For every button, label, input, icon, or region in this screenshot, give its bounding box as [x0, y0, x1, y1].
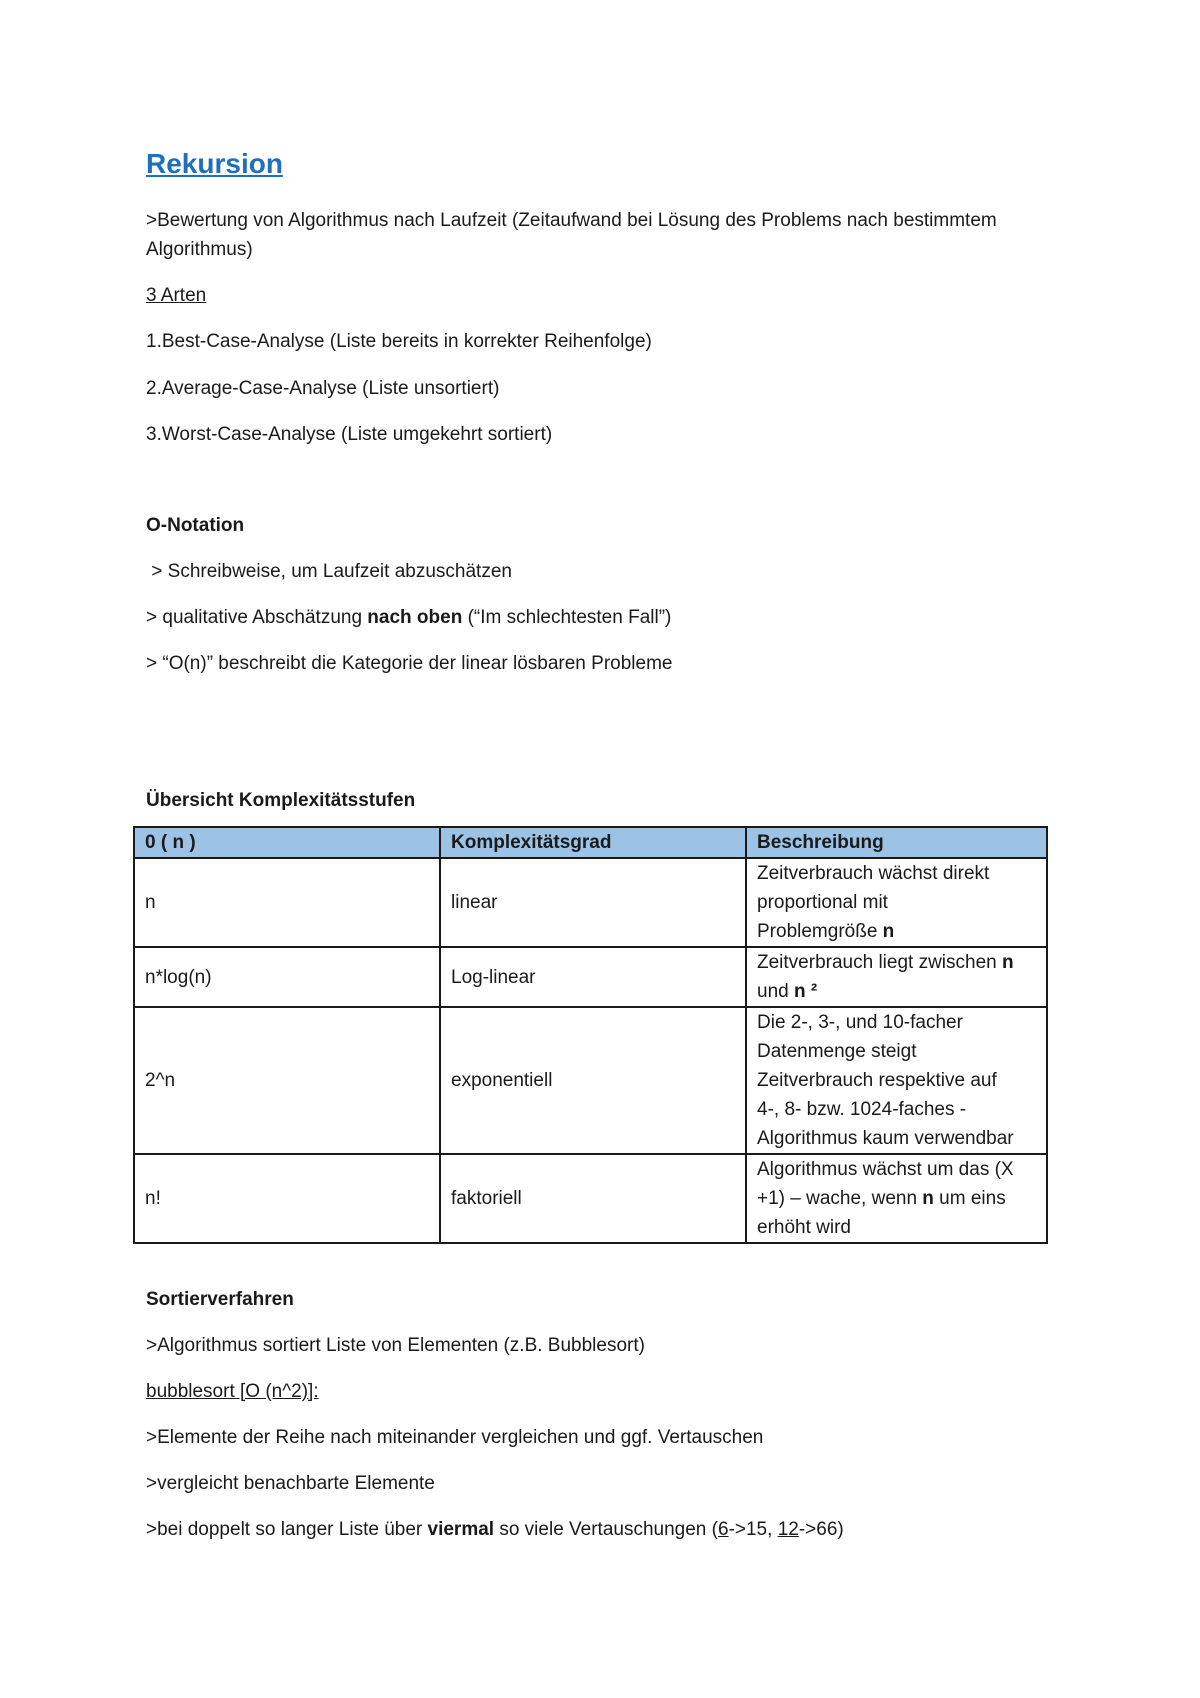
sortier-line-4-text-c: ->15, — [728, 1519, 778, 1540]
table-cell-desc — [746, 858, 1047, 947]
table-row — [134, 947, 1047, 1007]
table-cell-o: 2^n — [134, 1007, 440, 1154]
intro-line-2: Algorithmus) — [146, 239, 253, 260]
desc-line: erhöht wird — [757, 1217, 851, 1238]
desc-bold: n — [1002, 952, 1014, 973]
table-cell-o: n — [134, 858, 440, 947]
desc-line: Zeitverbrauch respektive auf — [757, 1070, 997, 1091]
desc-line: Die 2-, 3-, und 10-facher — [757, 1012, 963, 1033]
desc-line: Algorithmus kaum verwendbar — [757, 1128, 1014, 1149]
table-cell-grad: Log-linear — [440, 947, 746, 1007]
bubblesort-heading: bubblesort [O (n^2)]: — [146, 1381, 319, 1402]
sortier-line-3: >vergleicht benachbarte Elemente — [146, 1473, 435, 1494]
sortier-line-4-text-a: >bei doppelt so langer Liste über — [146, 1519, 428, 1540]
desc-line: 4-, 8- bzw. 1024-faches - — [757, 1099, 967, 1120]
onotation-line-3: > “O(n)” beschreibt die Kategorie der linear lösbaren Probleme — [146, 653, 673, 674]
arten-item-2: 2.Average-Case-Analyse (Liste unsortiert) — [146, 378, 500, 399]
arten-item-3: 3.Worst-Case-Analyse (Liste umgekehrt sortiert) — [146, 424, 553, 445]
desc-line: +1) – wache, wenn — [757, 1188, 923, 1209]
desc-line: Zeitverbrauch wächst direkt — [757, 863, 990, 884]
uebersicht-heading: Übersicht Komplexitätsstufen — [146, 790, 416, 811]
desc-line: Problemgröße — [757, 921, 883, 942]
onotation-line-1: > Schreibweise, um Laufzeit abzuschätzen — [146, 561, 512, 582]
table-row — [134, 1154, 1047, 1243]
table-row — [134, 858, 1047, 947]
sortier-line-4-underline-1: 6 — [717, 1519, 729, 1540]
sortier-line-4-bold: viermal — [427, 1519, 495, 1540]
sortier-line-4-text-b: so viele Vertauschungen ( — [494, 1519, 718, 1540]
table-header-row — [134, 827, 1047, 858]
sortier-line-2: >Elemente der Reihe nach miteinander vergleichen und ggf. Vertauschen — [146, 1427, 764, 1448]
table-header-cell: Beschreibung — [746, 827, 1047, 858]
table-cell-grad: linear — [440, 858, 746, 947]
page-title: Rekursion — [146, 148, 283, 179]
table-cell-o: n! — [134, 1154, 440, 1243]
table-header-cell: 0 ( n ) — [134, 827, 440, 858]
arten-item-1: 1.Best-Case-Analyse (Liste bereits in korrekter Reihenfolge) — [146, 331, 652, 352]
sortier-line-4-text-d: ->66) — [798, 1519, 844, 1540]
desc-bold: n — [882, 921, 895, 942]
sortier-line-1: >Algorithmus sortiert Liste von Elementen (z.B. Bubblesort) — [146, 1335, 645, 1356]
desc-bold: n — [922, 1188, 934, 1209]
onotation-heading: O-Notation — [146, 515, 245, 536]
desc-line: Algorithmus wächst um das (X — [757, 1159, 1014, 1180]
arten-heading: 3 Arten — [146, 285, 207, 306]
table-cell-grad: faktoriell — [440, 1154, 746, 1243]
table-cell-desc — [746, 947, 1047, 1007]
desc-bold: n ² — [793, 981, 818, 1002]
intro-line-1: >Bewertung von Algorithmus nach Laufzeit (Zeitaufwand bei Lösung des Problems nach bestimmtem — [146, 210, 997, 231]
sortier-heading: Sortierverfahren — [146, 1289, 294, 1310]
desc-line: Datenmenge steigt — [757, 1041, 917, 1062]
desc-line: proportional mit — [757, 892, 888, 913]
onotation-line-2-text-a: > qualitative Abschätzung — [146, 607, 368, 628]
desc-line: um eins — [933, 1188, 1006, 1209]
table-cell-grad: exponentiell — [440, 1007, 746, 1154]
table-cell-desc — [746, 1154, 1047, 1243]
table-cell-o: n*log(n) — [134, 947, 440, 1007]
onotation-line-2-text-c: (“Im schlechtesten Fall”) — [462, 607, 672, 628]
onotation-line-2-bold: nach oben — [367, 607, 463, 628]
table-row — [134, 1007, 1047, 1154]
sortier-line-4-underline-2: 12 — [777, 1519, 799, 1540]
table-cell-desc — [746, 1007, 1047, 1154]
desc-line: Zeitverbrauch liegt zwischen — [757, 952, 1002, 973]
onotation-line-2 — [146, 603, 671, 632]
desc-line: und — [757, 981, 794, 1002]
complexity-table — [133, 826, 1048, 1244]
sortier-line-4 — [146, 1515, 844, 1544]
table-header-cell: Komplexitätsgrad — [440, 827, 746, 858]
